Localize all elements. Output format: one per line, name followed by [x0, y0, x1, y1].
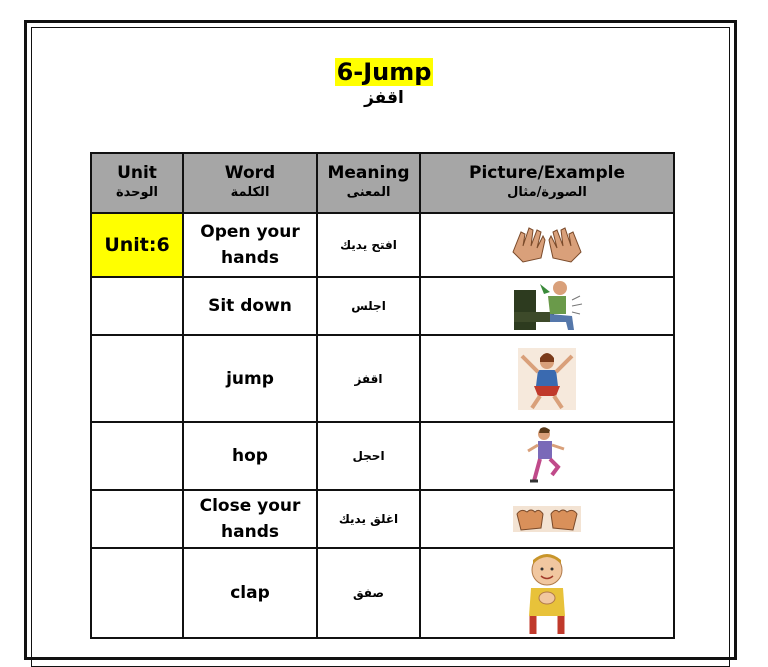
vocabulary-table — [90, 152, 675, 639]
hopping-child-icon — [522, 425, 572, 487]
clapping-boy-icon — [519, 550, 575, 636]
unit-cell — [91, 422, 183, 490]
page-subtitle: اقفز — [364, 88, 404, 108]
table-row — [91, 335, 674, 422]
table-row — [91, 548, 674, 638]
word-cell: jump — [183, 335, 317, 422]
unit-cell — [91, 277, 183, 335]
header-picture: Picture/Example الصورة/مثال — [420, 153, 674, 213]
page-title: 6-Jump — [336, 58, 432, 86]
table-row — [91, 213, 674, 277]
picture-cell — [420, 490, 674, 548]
unit-cell: Unit:6 — [91, 213, 183, 277]
picture-cell — [420, 548, 674, 638]
meaning-cell: اغلق يديك — [317, 490, 420, 548]
header-word: Word الكلمة — [183, 153, 317, 213]
meaning-cell: افتح يديك — [317, 213, 420, 277]
jumping-girl-icon — [512, 346, 582, 412]
meaning-cell: احجل — [317, 422, 420, 490]
picture-cell — [420, 213, 674, 277]
meaning-cell: اجلس — [317, 277, 420, 335]
word-cell: clap — [183, 548, 317, 638]
word-cell: Sit down — [183, 277, 317, 335]
unit-cell — [91, 490, 183, 548]
table-header-row — [91, 153, 674, 213]
word-cell: Open your hands — [183, 213, 317, 277]
sitting-child-icon — [510, 278, 584, 334]
meaning-cell: صفق — [317, 548, 420, 638]
header-unit: Unit الوحدة — [91, 153, 183, 213]
unit-cell — [91, 548, 183, 638]
picture-cell — [420, 277, 674, 335]
table-row — [91, 277, 674, 335]
open-hands-icon — [507, 222, 587, 268]
word-cell: hop — [183, 422, 317, 490]
table-row — [91, 422, 674, 490]
picture-cell — [420, 422, 674, 490]
closed-hands-icon — [511, 502, 583, 536]
word-cell: Close your hands — [183, 490, 317, 548]
table-row — [91, 490, 674, 548]
unit-cell — [91, 335, 183, 422]
meaning-cell: اقفز — [317, 335, 420, 422]
header-meaning: Meaning المعنى — [317, 153, 420, 213]
picture-cell — [420, 335, 674, 422]
